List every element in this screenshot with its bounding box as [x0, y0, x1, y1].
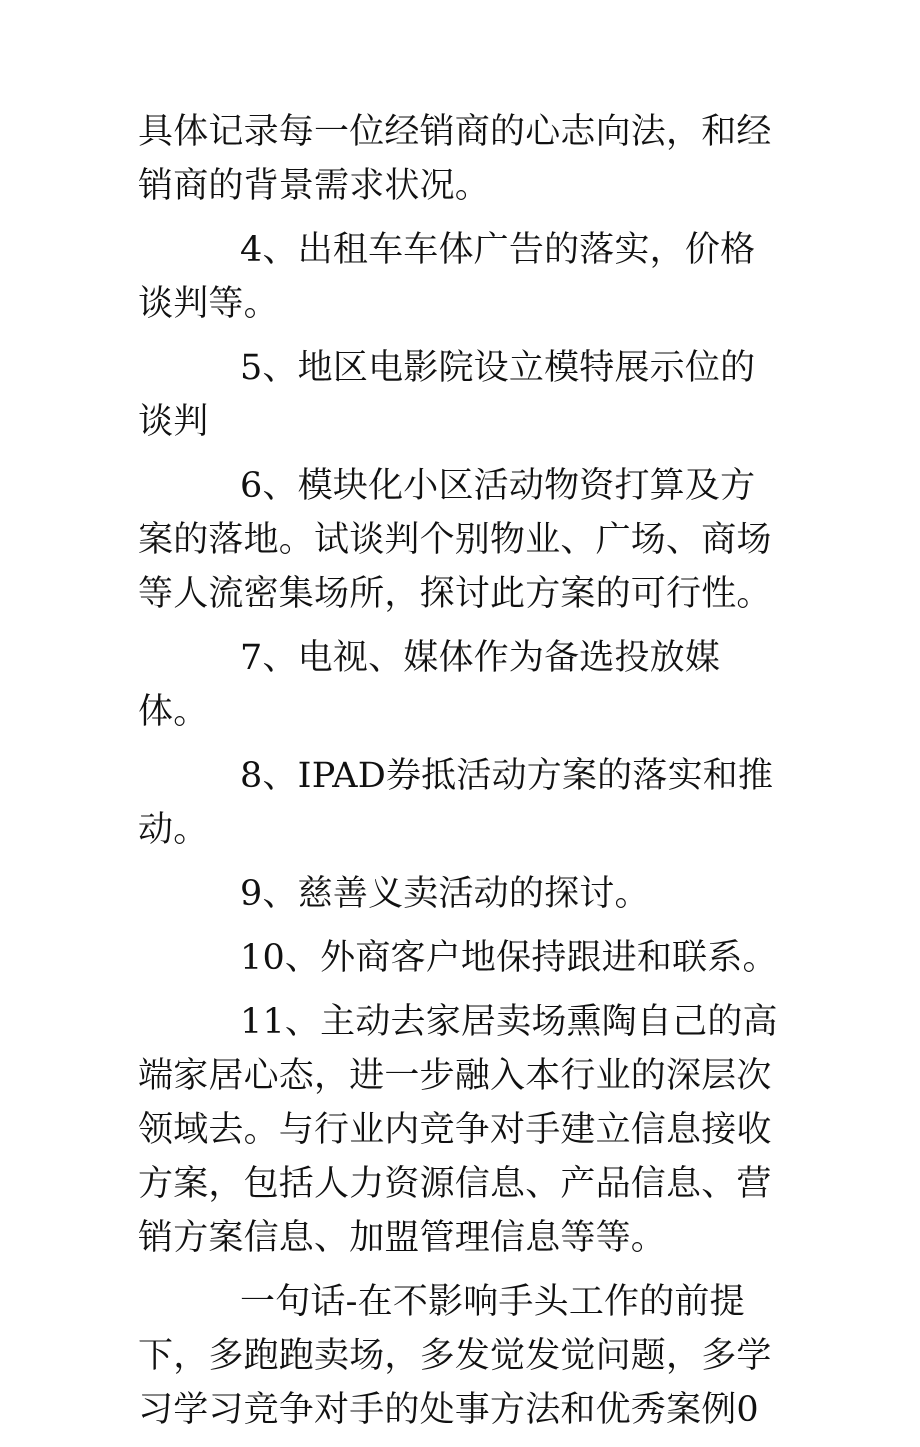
paragraph-dealer-records: 具体记录每一位经销商的心志向法，和经销商的背景需求状况。: [138, 112, 772, 206]
paragraph-item-7: 7、电视、媒体作为备选投放媒体。: [138, 638, 721, 732]
document-body: [138, 105, 788, 1447]
paragraph-item-9: 9、慈善义卖活动的探讨。: [240, 874, 650, 914]
paragraph-item-11: 11、主动去家居卖场熏陶自己的高端家居心态，进一步融入本行业的深层次领域去。与行业内竞争对手建立信息接收方案，包括人力资源信息、产品信息、营销方案信息、加盟管理信息等等。: [138, 1002, 778, 1258]
paragraph-item-10: 10、外商客户地保持跟进和联系。: [240, 938, 778, 978]
paragraph-summary: 一句话-在不影响手头工作的前提下，多跑跑卖场，多发觉发觉问题，多学习学习竞争对手的处事方法和优秀案例0: [138, 1282, 772, 1430]
paragraph-item-6: 6、模块化小区活动物资打算及方案的落地。试谈判个别物业、广场、商场等人流密集场所，探讨此方案的可行性。: [138, 466, 772, 614]
paragraph-item-4: 4、出租车车体广告的落实，价格谈判等。: [138, 230, 756, 324]
paragraph-item-8: 8、IPAD券抵活动方案的落实和推动。: [138, 756, 774, 850]
paragraph-item-5: 5、地区电影院设立模特展示位的谈判: [138, 348, 756, 442]
